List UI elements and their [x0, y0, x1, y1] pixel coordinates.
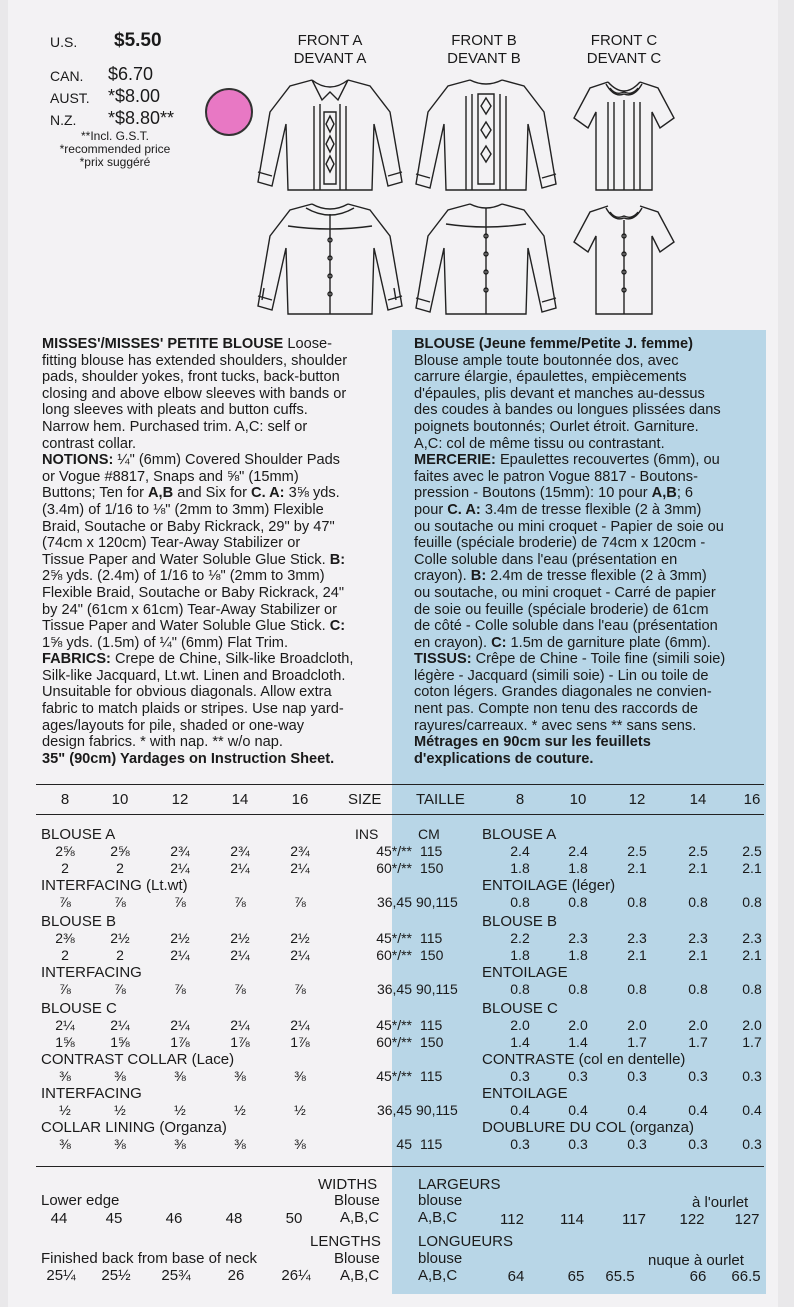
- width-cm: 115: [420, 1136, 443, 1152]
- yardage-m: 2.4: [568, 843, 588, 859]
- width-us: 48: [225, 1210, 243, 1227]
- text-line: Unsuitable for obvious diagonals. Allow extra: [42, 684, 332, 701]
- yardage-m: 0.8: [627, 981, 647, 997]
- text-line: MERCERIE: Epaulettes recouvertes (6mm), ou: [414, 452, 720, 469]
- text-line: ages/layouts for pile, shaded or one-way: [42, 717, 305, 734]
- length-us: 25¾: [161, 1267, 191, 1284]
- yardage-us: ⅞: [174, 981, 186, 997]
- yardage-us: 1⅞: [170, 1034, 190, 1050]
- yardage-m: 0.8: [510, 981, 530, 997]
- text-line: pads, shoulder yokes, front tucks, back-button: [42, 369, 340, 386]
- width-m: 114: [560, 1211, 584, 1228]
- yardage-us: 1⅝: [110, 1034, 130, 1050]
- yardage-us: 1⅞: [230, 1034, 250, 1050]
- view-fr: DEVANT B: [447, 50, 521, 67]
- text-line: crayon). B: 2.4m de tresse flexible (2 à 3mm): [414, 568, 707, 585]
- text-line: (3.4m) of 1/16 to ⅛" (2mm to 3mm) Flexible: [42, 501, 324, 518]
- text-line: long sleeves with pleats and button cuffs.: [42, 402, 308, 419]
- yardage-us: 2¼: [110, 1017, 130, 1033]
- price-label: AUST.: [50, 90, 90, 106]
- yardage-m: 0.8: [688, 981, 708, 997]
- yardage-us: 2¼: [170, 947, 190, 963]
- blouse-a-front-icon: [250, 72, 410, 197]
- yardage-us: ⅜: [114, 1068, 126, 1084]
- text-line: Métrages en 90cm sur les feuillets: [414, 734, 651, 751]
- yardage-us: 2½: [110, 930, 130, 946]
- price-note: *prix suggéré: [79, 155, 151, 169]
- text-line: d'épaules, plis devant et manches au-dessus: [414, 385, 705, 402]
- yardage-us: ⅞: [59, 894, 71, 910]
- yardage-m: 0.4: [742, 1102, 762, 1118]
- yardage-us: 2¼: [170, 1017, 190, 1033]
- length-us: 25¼: [46, 1267, 76, 1284]
- blouse-b-front-icon: [412, 72, 560, 197]
- section-title-en: INTERFACING (Lt.wt): [41, 877, 188, 894]
- size-heading: 12: [171, 791, 189, 808]
- yardage-m: 1.7: [742, 1034, 762, 1050]
- length-m: 66.5: [731, 1268, 761, 1285]
- yardage-us: 1⅞: [290, 1034, 310, 1050]
- size-heading: 16: [291, 791, 309, 808]
- width-ins: 45*/**: [376, 1068, 412, 1084]
- yardage-us: ½: [114, 1102, 126, 1118]
- text-line: pression - Boutons (15mm): 10 pour A,B; 6: [414, 485, 694, 502]
- text-line: de côté - Colle soluble dans l'eau (présentation: [414, 618, 718, 635]
- blouse-label-fr: blouse: [418, 1192, 463, 1209]
- yardage-m: 1.7: [627, 1034, 647, 1050]
- length-us: 26¼: [281, 1267, 311, 1284]
- lengths-label: Finished back from base of neck: [41, 1250, 257, 1267]
- width-ins: 45*/**: [376, 930, 412, 946]
- view-en: FRONT A: [297, 32, 363, 49]
- english-description: [42, 336, 353, 767]
- width-cm: 150: [420, 947, 444, 963]
- width-cm: 90,115: [416, 894, 458, 910]
- width-ins: 45*/**: [376, 1017, 412, 1033]
- yardage-us: ⅞: [234, 894, 246, 910]
- yardage-m: 0.3: [688, 1136, 708, 1152]
- yardage-us: ⅞: [294, 981, 306, 997]
- price-value: $5.50: [114, 30, 162, 51]
- width-ins: 60*/**: [376, 947, 412, 963]
- blouse-a-back-icon: [250, 196, 410, 321]
- width-ins: 60*/**: [376, 860, 412, 876]
- yardage-m: 0.3: [627, 1068, 647, 1084]
- text-line: or Vogue #8817, Snaps and ⅝" (15mm): [42, 468, 299, 485]
- views-label-fr: A,B,C: [418, 1209, 458, 1226]
- width-ins: 36,45: [376, 1102, 412, 1118]
- price-value: *$8.00: [108, 86, 161, 106]
- divider-line: [36, 784, 764, 785]
- ins-label: INS: [355, 826, 379, 842]
- size-heading: 8: [515, 791, 525, 808]
- blouse-b-back-icon: [412, 196, 560, 321]
- yardage-m: 1.8: [568, 860, 588, 876]
- yardage-us: ⅞: [59, 981, 71, 997]
- text-line: BLOUSE (Jeune femme/Petite J. femme): [414, 336, 693, 352]
- section-title-fr: BLOUSE C: [482, 1000, 558, 1017]
- price-value: *$8.80**: [108, 108, 175, 128]
- price-note: **Incl. G.S.T.: [80, 129, 150, 143]
- yardage-us: ⅞: [114, 894, 126, 910]
- section-title-fr: ENTOILAGE: [482, 1085, 568, 1102]
- size-heading: 16: [743, 791, 761, 808]
- text-line: des coudes à bandes ou longues plissées dans: [414, 402, 721, 419]
- view-en: FRONT C: [590, 32, 658, 49]
- yardage-m: 2.0: [510, 1017, 530, 1033]
- size-heading: 12: [628, 791, 646, 808]
- price-note: *recommended price: [59, 142, 171, 156]
- length-m: 65: [567, 1268, 585, 1285]
- lengths-title: LENGTHS: [310, 1233, 381, 1250]
- text-line: Narrow hem. Purchased trim. A,C: self or: [42, 418, 308, 435]
- text-line: nent pas. Compte non tenu des raccords de: [414, 701, 698, 718]
- yardage-us: 2½: [170, 930, 190, 946]
- yardage-us: 2¼: [290, 860, 310, 876]
- width-us: 44: [50, 1210, 68, 1227]
- yardage-us: ⅜: [234, 1136, 246, 1152]
- yardage-us: 2⅜: [55, 930, 75, 946]
- text-line: carrure élargie, épaulettes, empiècements: [414, 369, 687, 386]
- width-cm: 115: [420, 843, 443, 859]
- yardage-m: 1.8: [568, 947, 588, 963]
- yardage-m: 0.3: [568, 1136, 588, 1152]
- widths-label: Lower edge: [41, 1192, 120, 1209]
- yardage-us: ⅞: [114, 981, 126, 997]
- width-us: 45: [105, 1210, 123, 1227]
- divider-line: [36, 1166, 764, 1167]
- text-line: Blouse ample toute boutonnée dos, avec: [414, 352, 679, 369]
- width-us: 50: [285, 1210, 303, 1227]
- text-line: rayures/carreaux. * avec sens ** sans sens.: [414, 717, 697, 734]
- yardage-us: 1⅝: [55, 1034, 75, 1050]
- text-line: pour C. A: 3.4m de tresse flexible (2 à 3mm): [414, 501, 702, 518]
- text-line: Braid, Soutache or Baby Rickrack, 29" by 47": [42, 518, 335, 535]
- blouse-c-back-icon: [570, 196, 678, 321]
- yardage-m: 0.3: [510, 1136, 530, 1152]
- text-line: de soie ou feuille (spéciale broderie) de 61cm: [414, 601, 709, 618]
- yardage-m: 1.8: [510, 947, 530, 963]
- views-label-fr: A,B,C: [418, 1267, 458, 1284]
- text-line: (74cm x 120cm) Tear-Away Stabilizer or: [42, 535, 301, 552]
- width-ins: 36,45: [376, 894, 412, 910]
- width-cm: 115: [420, 1068, 443, 1084]
- length-note-fr: nuque à ourlet: [648, 1252, 744, 1269]
- width-m: 112: [500, 1211, 524, 1228]
- size-heading: 10: [111, 791, 129, 808]
- blouse-label: Blouse: [334, 1192, 380, 1209]
- yardage-m: 2.1: [742, 947, 762, 963]
- width-cm: 90,115: [416, 981, 458, 997]
- yardage-m: 2.1: [742, 860, 762, 876]
- text-line: Buttons; Ten for A,B and Six for C. A: 3⅝ yds.: [42, 485, 340, 502]
- yardage-us: 2: [116, 860, 124, 876]
- yardage-us: ⅜: [174, 1136, 186, 1152]
- width-ins: 45*/**: [376, 843, 412, 859]
- section-title-en: BLOUSE B: [41, 913, 117, 930]
- yardage-us: ⅜: [294, 1136, 306, 1152]
- yardage-m: 0.8: [742, 894, 762, 910]
- yardage-m: 0.8: [568, 981, 588, 997]
- price-value: $6.70: [108, 64, 154, 84]
- text-line: Colle soluble dans l'eau (présentation en: [414, 551, 678, 568]
- yardage-m: 2.0: [627, 1017, 647, 1033]
- width-m: 117: [622, 1211, 646, 1228]
- section-title-fr: ENTOILAGE: [482, 964, 568, 981]
- size-heading: 10: [569, 791, 587, 808]
- yardage-m: 2.3: [742, 930, 762, 946]
- view-fr: DEVANT A: [293, 50, 367, 67]
- yardage-m: 0.3: [627, 1136, 647, 1152]
- text-line: A,C: col de même tissu ou contrastant.: [414, 435, 665, 452]
- pink-dot-icon: [205, 88, 253, 136]
- price-label: U.S.: [50, 34, 78, 50]
- text-line: MISSES'/MISSES' PETITE BLOUSE Loose-: [42, 336, 332, 352]
- yardage-us: ⅜: [59, 1068, 71, 1084]
- text-line: 2⅝ yds. (2.4m) of 1/16 to ⅛" (2mm to 3mm): [42, 568, 325, 585]
- yardage-m: 0.8: [510, 894, 530, 910]
- text-line: ou soutache ou mini croquet - Papier de soie ou: [414, 518, 724, 535]
- blouse-label-fr: blouse: [418, 1250, 463, 1267]
- yardage-m: 2.5: [742, 843, 762, 859]
- yardage-m: 2.2: [510, 930, 530, 946]
- length-us: 25½: [101, 1267, 131, 1284]
- section-title-fr: ENTOILAGE (léger): [482, 877, 616, 894]
- yardage-us: 2¼: [230, 860, 250, 876]
- yardage-m: 2.1: [627, 947, 647, 963]
- yardage-m: 0.8: [742, 981, 762, 997]
- text-line: 35" (90cm) Yardages on Instruction Sheet.: [42, 750, 335, 767]
- width-us: 46: [165, 1210, 183, 1227]
- yardage-us: 2¾: [290, 843, 310, 859]
- view-en: FRONT B: [451, 32, 517, 49]
- french-description: [414, 336, 725, 767]
- width-ins: 60*/**: [376, 1034, 412, 1050]
- text-line: coton légers. Grandes diagonales ne convien-: [414, 684, 712, 701]
- text-line: Flexible Braid, Soutache or Baby Rickrack, 24": [42, 584, 345, 601]
- yardage-us: 2: [61, 947, 69, 963]
- yardage-us: ⅜: [114, 1136, 126, 1152]
- width-m: 122: [679, 1211, 705, 1228]
- size-heading: 8: [60, 791, 70, 808]
- yardage-m: 1.8: [510, 860, 530, 876]
- hem-note-fr: à l'ourlet: [692, 1194, 749, 1211]
- text-line: fitting blouse has extended shoulders, shoulder: [42, 352, 348, 369]
- blouse-label: Blouse: [334, 1250, 380, 1267]
- yardage-m: 0.8: [627, 894, 647, 910]
- yardage-us: 2¼: [170, 860, 190, 876]
- yardage-us: 2½: [230, 930, 250, 946]
- section-title-en: INTERFACING: [41, 1085, 142, 1102]
- yardage-us: 2½: [290, 930, 310, 946]
- length-us: 26: [227, 1267, 245, 1284]
- size-label: SIZE: [348, 791, 382, 808]
- length-m: 64: [507, 1268, 525, 1285]
- text-line: closing and above elbow sleeves with bands or: [42, 385, 347, 402]
- yardage-m: 2.0: [742, 1017, 762, 1033]
- width-cm: 115: [420, 1017, 443, 1033]
- yardage-m: 2.4: [510, 843, 530, 859]
- yardage-m: 0.4: [627, 1102, 647, 1118]
- width-cm: 150: [420, 1034, 444, 1050]
- yardage-us: ⅞: [294, 894, 306, 910]
- text-line: NOTIONS: ¼" (6mm) Covered Shoulder Pads: [42, 452, 340, 469]
- price-label: N.Z.: [50, 112, 77, 128]
- yardage-m: 2.5: [688, 843, 708, 859]
- yardage-us: ⅜: [294, 1068, 306, 1084]
- section-title-fr: BLOUSE B: [482, 913, 558, 930]
- cm-label: CM: [418, 826, 440, 842]
- section-title-en: BLOUSE C: [41, 1000, 117, 1017]
- size-heading: 14: [231, 791, 249, 808]
- text-line: ou soutache, ou mini croquet - Carré de papier: [414, 584, 716, 601]
- yardage-us: 2¼: [290, 947, 310, 963]
- section-title-en: CONTRAST COLLAR (Lace): [41, 1051, 235, 1068]
- yardage-us: ⅜: [59, 1136, 71, 1152]
- yardage-us: 2: [116, 947, 124, 963]
- yardage-us: 2¾: [170, 843, 190, 859]
- yardage-m: 0.4: [568, 1102, 588, 1118]
- yardage-m: 2.3: [688, 930, 708, 946]
- width-m: 127: [734, 1211, 760, 1228]
- section-title-en: COLLAR LINING (Organza): [41, 1119, 227, 1136]
- yardage-m: 0.3: [742, 1068, 762, 1084]
- yardage-m: 0.4: [510, 1102, 530, 1118]
- yardage-us: ½: [174, 1102, 186, 1118]
- yardage-m: 2.1: [627, 860, 647, 876]
- text-line: contrast collar.: [42, 435, 137, 452]
- yardage-us: 2: [61, 860, 69, 876]
- text-line: 1⅝ yds. (1.5m) of ¼" (6mm) Flat Trim.: [42, 634, 289, 651]
- yardage-us: 2¼: [230, 1017, 250, 1033]
- yardage-m: 0.3: [688, 1068, 708, 1084]
- width-cm: 150: [420, 860, 444, 876]
- section-title-fr: CONTRASTE (col en dentelle): [482, 1051, 686, 1068]
- length-m: 65.5: [605, 1268, 635, 1285]
- yardage-m: 2.5: [627, 843, 647, 859]
- price-label: CAN.: [50, 68, 84, 84]
- yardage-m: 1.7: [688, 1034, 708, 1050]
- views-label: A,B,C: [340, 1267, 380, 1284]
- yardage-m: 2.3: [568, 930, 588, 946]
- text-line: Tissue Paper and Water Soluble Glue Stick. C:: [42, 618, 346, 635]
- views-label: A,B,C: [340, 1209, 380, 1226]
- yardage-m: 0.8: [688, 894, 708, 910]
- text-line: feuille (spéciale broderie) de 74cm x 120cm -: [414, 535, 706, 552]
- yardage-us: ⅜: [234, 1068, 246, 1084]
- yardage-m: 0.3: [568, 1068, 588, 1084]
- width-cm: 115: [420, 930, 443, 946]
- width-ins: 36,45: [376, 981, 412, 997]
- text-line: design fabrics. * with nap. ** w/o nap.: [42, 734, 283, 751]
- divider-line: [36, 814, 764, 815]
- yardage-us: ⅞: [174, 894, 186, 910]
- yardage-m: 2.0: [568, 1017, 588, 1033]
- view-label-b: [424, 32, 544, 68]
- text-line: FABRICS: Crepe de Chine, Silk-like Broadcloth,: [42, 651, 354, 668]
- lengths-title-fr: LONGUEURS: [418, 1233, 514, 1250]
- blouse-c-front-icon: [570, 72, 678, 197]
- yardage-m: 0.8: [568, 894, 588, 910]
- text-line: légère - Jacquard (simili soie) - Lin ou toile de: [414, 667, 709, 684]
- text-line: faites avec le patron Vogue 8817 - Boutons-: [414, 468, 698, 485]
- yardage-m: 0.3: [742, 1136, 762, 1152]
- text-line: en crayon). C: 1.5m de garniture plate (6mm).: [414, 634, 711, 651]
- text-line: Tissue Paper and Water Soluble Glue Stick. B:: [42, 551, 346, 568]
- text-line: d'explications de couture.: [414, 750, 594, 767]
- widths-title: WIDTHS: [318, 1176, 378, 1193]
- view-label-c: [564, 32, 684, 68]
- text-line: Silk-like Jacquard, Lt.wt. Linen and Broadcloth.: [42, 667, 346, 684]
- yardage-us: 2¾: [230, 843, 250, 859]
- text-line: poignets boutonnés; Ourlet étroit. Garniture.: [414, 418, 699, 435]
- text-line: by 24" (61cm x 61cm) Tear-Away Stabilizer or: [42, 601, 338, 618]
- widths-title-fr: LARGEURS: [418, 1176, 501, 1193]
- section-title-en: BLOUSE A: [41, 826, 116, 843]
- yardage-us: ½: [294, 1102, 306, 1118]
- width-cm: 90,115: [416, 1102, 458, 1118]
- yardage-m: 2.1: [688, 860, 708, 876]
- view-label-a: [270, 32, 390, 68]
- yardage-us: ⅞: [234, 981, 246, 997]
- yardage-m: 2.3: [627, 930, 647, 946]
- width-ins: 45: [396, 1136, 412, 1152]
- text-line: fabric to match plaids or stripes. Use nap yard-: [42, 701, 344, 718]
- yardage-m: 2.0: [688, 1017, 708, 1033]
- text-line: TISSUS: Crêpe de Chine - Toile fine (simili soie): [414, 651, 726, 668]
- size-heading: 14: [689, 791, 707, 808]
- yardage-us: 2¼: [290, 1017, 310, 1033]
- view-fr: DEVANT C: [586, 50, 662, 67]
- yardage-us: ½: [234, 1102, 246, 1118]
- yardage-m: 1.4: [568, 1034, 588, 1050]
- yardage-m: 1.4: [510, 1034, 530, 1050]
- section-title-en: INTERFACING: [41, 964, 142, 981]
- taille-label: TAILLE: [416, 791, 465, 808]
- yardage-m: 2.1: [688, 947, 708, 963]
- yardage-m: 0.4: [688, 1102, 708, 1118]
- length-m: 66: [689, 1268, 707, 1285]
- yardage-us: ½: [59, 1102, 71, 1118]
- yardage-m: 0.3: [510, 1068, 530, 1084]
- yardage-us: ⅜: [174, 1068, 186, 1084]
- yardage-us: 2¼: [55, 1017, 75, 1033]
- yardage-us: 2⅝: [55, 843, 75, 859]
- section-title-fr: BLOUSE A: [482, 826, 557, 843]
- yardage-us: 2⅝: [110, 843, 130, 859]
- section-title-fr: DOUBLURE DU COL (organza): [482, 1119, 694, 1136]
- yardage-us: 2¼: [230, 947, 250, 963]
